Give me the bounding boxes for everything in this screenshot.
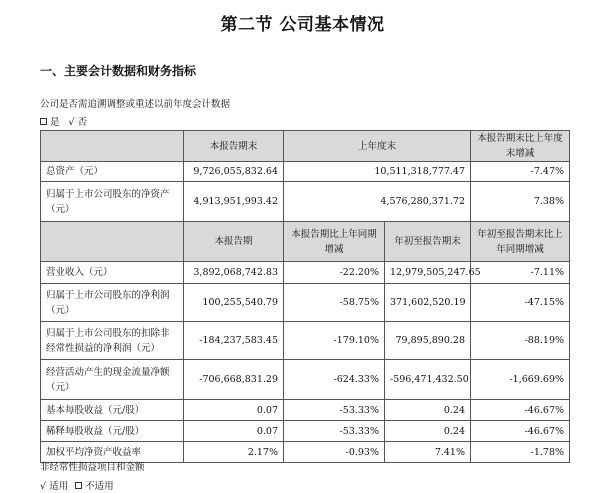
cell-value: 7.38%	[471, 182, 570, 222]
cell-value: 3,892,068,742.83	[184, 262, 284, 284]
table2-header: 本报告期	[184, 222, 284, 262]
cell-value: -22.20%	[284, 262, 385, 284]
cell-value: -706,668,831.29	[184, 360, 284, 400]
row-label: 归属于上市公司股东的净资产（元）	[41, 182, 184, 222]
table-row	[41, 322, 570, 360]
cell-value: -7.11%	[471, 262, 570, 284]
checkmark-icon: √	[40, 481, 47, 492]
cell-value: -184,237,583.45	[184, 322, 284, 360]
cell-value: 100,255,540.79	[184, 284, 284, 322]
choice-applicable-label: 适用	[49, 481, 69, 492]
cell-value: 9,726,055,832.64	[184, 162, 284, 182]
financial-indicators-table	[40, 130, 570, 463]
row-label: 总资产（元）	[41, 162, 184, 182]
cell-value: -53.33%	[284, 400, 385, 421]
table-row	[41, 421, 570, 442]
cell-value: 371,602,520.19	[385, 284, 471, 322]
cell-value: 4,576,280,371.72	[284, 182, 471, 222]
non-recurring-items-note: 非经常性损益项目和金额	[40, 462, 145, 473]
table-row	[41, 182, 570, 222]
row-label: 归属于上市公司股东的净利润（元）	[41, 284, 184, 322]
table2-header: 本报告期比上年同期增减	[284, 222, 385, 262]
cell-value: -53.33%	[284, 421, 385, 442]
cell-value: -0.93%	[284, 442, 385, 463]
cell-value: -624.33%	[284, 360, 385, 400]
cell-value: -179.10%	[284, 322, 385, 360]
table1-header-row	[41, 131, 570, 162]
checkbox-yes-icon	[40, 118, 47, 125]
table2-header: 年初至报告期末比上年同期增减	[471, 222, 570, 262]
row-label: 基本每股收益（元/股）	[41, 400, 184, 421]
table-row	[41, 262, 570, 284]
page-title: 第二节 公司基本情况	[220, 15, 385, 35]
table1-header: 本报告期末	[184, 131, 284, 162]
table1-header: 本报告期末比上年度末增减	[471, 131, 570, 162]
cell-value: 0.07	[184, 421, 284, 442]
cell-value: 2.17%	[184, 442, 284, 463]
cell-value: -1.78%	[471, 442, 570, 463]
choice-yes-label: 是	[50, 117, 60, 128]
cell-value: -88.19%	[471, 322, 570, 360]
cell-value: -58.75%	[284, 284, 385, 322]
table-row	[41, 360, 570, 400]
cell-value: 79,895,890.28	[385, 322, 471, 360]
table2-corner-cell	[41, 222, 184, 262]
table2-header-row	[41, 222, 570, 262]
table-row	[41, 162, 570, 182]
table2-header: 年初至报告期末	[385, 222, 471, 262]
cell-value: 7.41%	[385, 442, 471, 463]
cell-value: -1,669.69%	[471, 360, 570, 400]
cell-value: -46.67%	[471, 400, 570, 421]
row-label: 营业收入（元）	[41, 262, 184, 284]
table-row	[41, 284, 570, 322]
checkbox-not-applicable-icon	[75, 482, 82, 489]
table1-corner-cell	[41, 131, 184, 162]
row-label: 经营活动产生的现金流量净额（元）	[41, 360, 184, 400]
cell-value: -596,471,432.50	[385, 360, 471, 400]
cell-value: -46.67%	[471, 421, 570, 442]
restatement-question: 公司是否需追溯调整或重述以前年度会计数据	[40, 99, 231, 110]
section-heading: 一、主要会计数据和财务指标	[40, 64, 197, 78]
cell-value: 10,511,318,777.47	[284, 162, 471, 182]
cell-value: 0.24	[385, 421, 471, 442]
choice-not-applicable-label: 不适用	[85, 481, 114, 492]
cell-value: 4,913,951,993.42	[184, 182, 284, 222]
row-label: 稀释每股收益（元/股）	[41, 421, 184, 442]
cell-value: -47.15%	[471, 284, 570, 322]
cell-value: 0.24	[385, 400, 471, 421]
restatement-choice	[40, 114, 87, 128]
row-label: 归属于上市公司股东的扣除非经常性损益的净利润（元）	[41, 322, 184, 360]
cell-value: 12,979,505,247.65	[385, 262, 471, 284]
applicability-choice	[40, 478, 114, 492]
table-row	[41, 400, 570, 421]
cell-value: 0.07	[184, 400, 284, 421]
checkmark-icon: √	[68, 117, 75, 128]
cell-value: -7.47%	[471, 162, 570, 182]
choice-no-label: 否	[77, 117, 88, 128]
row-label: 加权平均净资产收益率	[41, 442, 184, 463]
table1-header: 上年度末	[284, 131, 471, 162]
